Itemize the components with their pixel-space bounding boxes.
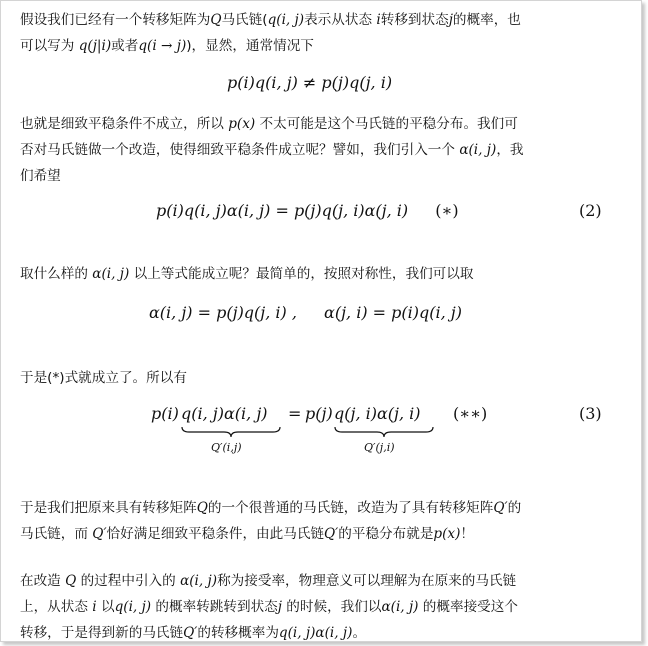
- equation-right: α(j, i) = p(i)q(i, j): [324, 303, 462, 322]
- equation-2: [156, 201, 459, 220]
- equation-tag: (∗∗): [453, 404, 488, 423]
- text-line: 在改造 Q 的过程中引入的 α(i, j)称为接受率，物理意义可以理解为在原来的马氏链: [20, 573, 517, 589]
- equation-3-pj: p(j): [305, 404, 333, 423]
- equation-inequality: p(i)q(i, j) ≠ p(j)q(j, i): [227, 73, 393, 92]
- text-line: 上，从状态 i 以q(i, j) 的概率转跳转到状态j 的时候，我们以α(i, j) 的概率接受这个: [20, 599, 518, 615]
- equation-3-pi: p(i): [151, 404, 179, 423]
- text-line: 也就是细致平稳条件不成立，所以 p(x) 不太可能是这个马氏链的平稳分布。我们可: [20, 116, 518, 132]
- text-line: 们希望: [20, 168, 61, 184]
- paragraph-therefore: 于是(*)式就成立了。所以有: [20, 370, 187, 386]
- text-line: 马氏链，而 Q′恰好满足细致平稳条件，由此马氏链Q′的平稳分布就是p(x)！: [20, 526, 474, 542]
- equation-3-group2: q(j, i)α(j, i): [334, 404, 421, 423]
- equation-number: (2): [579, 201, 602, 220]
- underbrace-2: [334, 426, 434, 438]
- equation-left: α(i, j) = p(j)q(j, i) ,: [149, 303, 297, 322]
- equation-body: p(i)q(i, j)α(i, j) = p(j)q(j, i)α(j, i): [156, 201, 409, 220]
- underbrace-1: [181, 426, 281, 438]
- underbrace-label-2: Q′(j,i): [364, 441, 395, 454]
- equation-number: (3): [579, 404, 602, 423]
- equation-tag: (∗): [435, 201, 459, 220]
- equation-3-equals: =: [288, 404, 302, 423]
- text-line: 于是我们把原来具有转移矩阵Q的一个很普通的马氏链，改造为了具有转移矩阵Q′的: [20, 500, 522, 516]
- text-line: 取什么样的 α(i, j) 以上等式能成立呢？最简单的，按照对称性，我们可以取: [20, 266, 474, 282]
- equation-alpha-definition: [149, 303, 462, 322]
- text-line: 转移，于是得到新的马氏链Q′的转移概率为q(i, j)α(i, j)。: [20, 625, 367, 641]
- text-line: 假设我们已经有一个转移矩阵为Q马氏链(q(i, j)表示从状态 i转移到状态j的概率，也: [20, 12, 521, 28]
- text-line: 可以写为 q(j|i)或者q(i → j))，显然，通常情况下: [20, 38, 314, 54]
- equation-3-group1: q(i, j)α(i, j): [181, 404, 268, 423]
- underbrace-label-1: Q′(i,j): [211, 441, 242, 454]
- paragraph-conclusion: [20, 495, 620, 547]
- paragraph-acceptance-rate: [20, 568, 620, 646]
- text-line: 否对马氏链做一个改造，使得细致平稳条件成立呢？譬如，我们引入一个 α(i, j)，我: [20, 142, 524, 158]
- paragraph-detailed-balance: [20, 111, 620, 189]
- paragraph-intro: [20, 7, 620, 59]
- paragraph-choice: [20, 261, 620, 287]
